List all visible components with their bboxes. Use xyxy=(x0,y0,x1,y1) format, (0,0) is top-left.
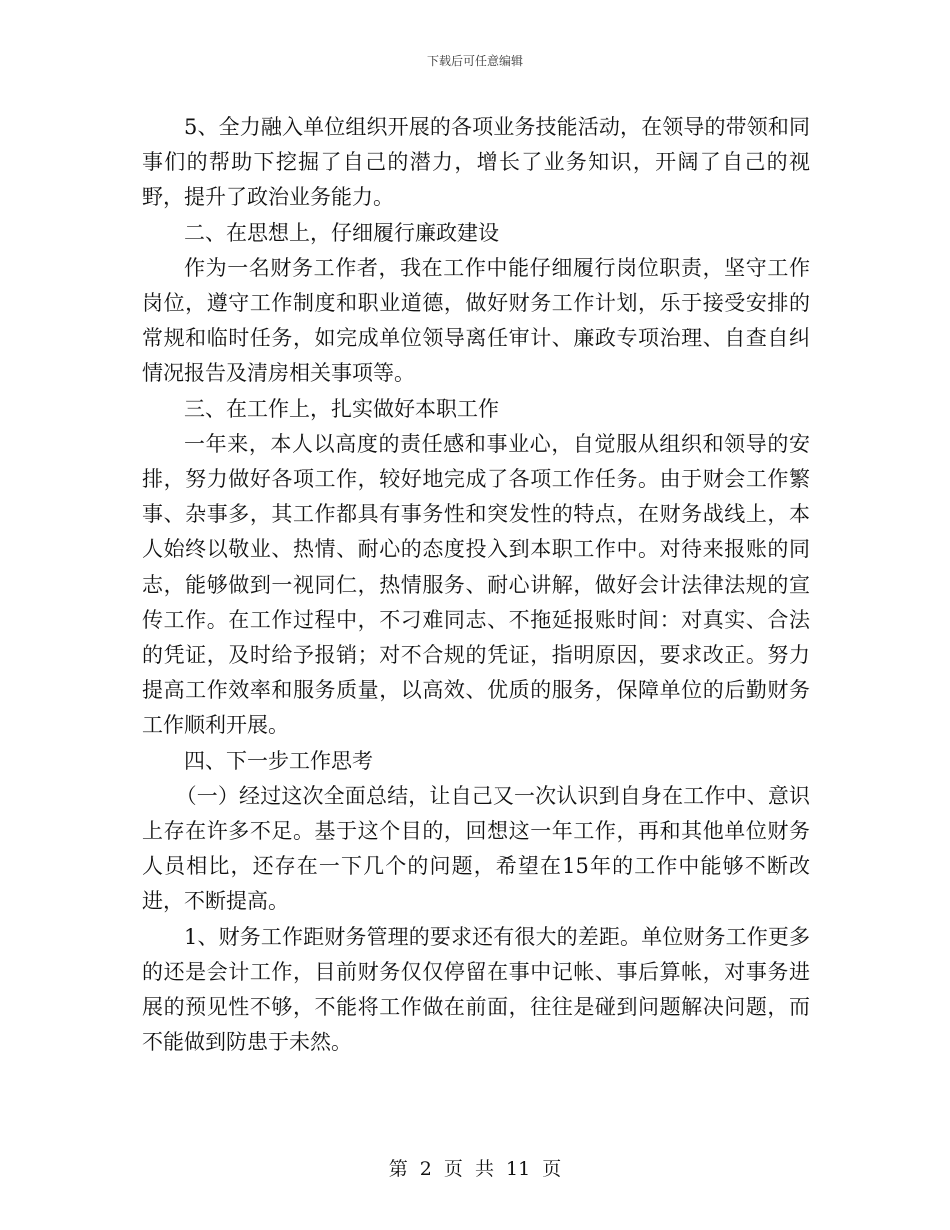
paragraph-next-steps-1: （一）经过这次全面总结，让自己又一次认识到自身在工作中、意识上存在许多不足。基于这个目的，回想这一年工作，再和其他单位财务人员相比，还存在一下几个的问题，希望在15年的工作中能够不断改进，不断提高。 xyxy=(142,783,810,914)
paragraph-ideology: 作为一名财务工作者，我在工作中能仔细履行岗位职责，坚守工作岗位，遵守工作制度和职业道德，做好财务工作计划，乐于接受安排的常规和临时任务，如完成单位领导离任审计、廉政专项治理、自查自纠情况报告及清房相关事项等。 xyxy=(142,255,810,386)
document-body xyxy=(142,110,810,1060)
section-heading-ideology: 二、在思想上，仔细履行廉政建设 xyxy=(184,220,499,245)
page-number: 第 2 页 共 11 页 xyxy=(388,1158,562,1180)
section-heading-next-steps: 四、下一步工作思考 xyxy=(184,748,373,773)
page-header: 下载后可任意编辑 xyxy=(426,54,523,68)
paragraph-item-5: 5、全力融入单位组织开展的各项业务技能活动，在领导的带领和同事们的帮助下挖掘了自己的潜力，增长了业务知识，开阔了自己的视野，提升了政治业务能力。 xyxy=(142,115,810,210)
section-heading-work: 三、在工作上，扎实做好本职工作 xyxy=(184,396,499,421)
paragraph-work: 一年来，本人以高度的责任感和事业心，自觉服从组织和领导的安排，努力做好各项工作，较好地完成了各项工作任务。由于财会工作繁事、杂事多，其工作都具有事务性和突发性的特点，在财务战线上，本人始终以敬业、热情、耐心的态度投入到本职工作中。对待来报账的同志，能够做到一视同仁，热情服务、耐心讲解，做好会计法律法规的宣传工作。在工作过程中，不刁难同志、不拖延报账时间：对真实、合法的凭证，及时给予报销；对不合规的凭证，指明原因，要求改正。努力提高工作效率和服务质量，以高效、优质的服务，保障单位的后勤财务工作顺利开展。 xyxy=(142,431,810,738)
paragraph-gap-item-1: 1、财务工作距财务管理的要求还有很大的差距。单位财务工作更多的还是会计工作，目前财务仅仅停留在事中记帐、事后算帐，对事务进展的预见性不够，不能将工作做在前面，往往是碰到问题解决问题，而不能做到防患于未然。 xyxy=(142,924,810,1055)
